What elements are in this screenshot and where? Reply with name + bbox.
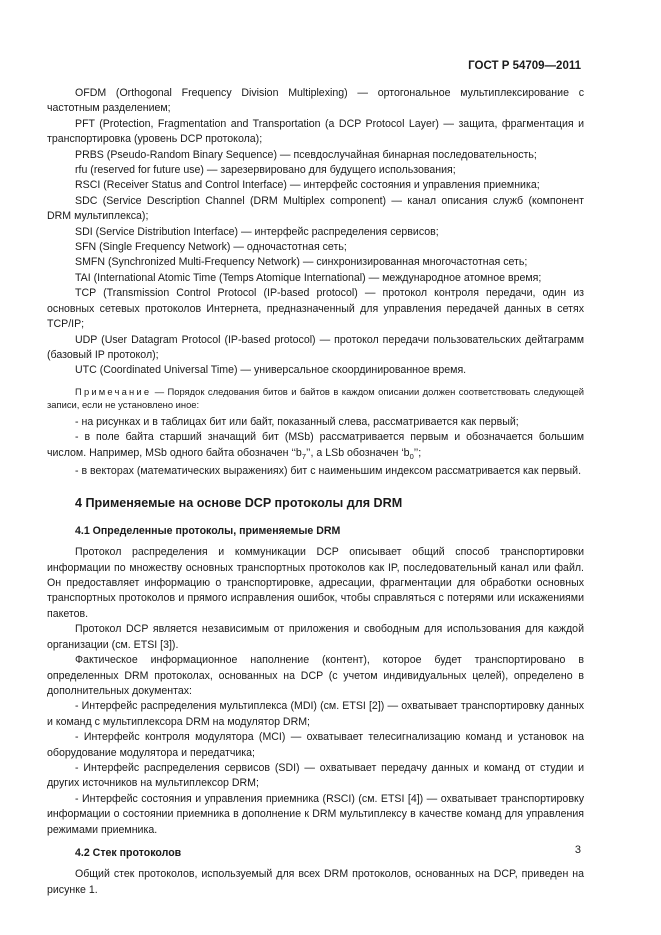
abbrev-utc: UTC (Coordinated Universal Time) — универсальное скоординированное время.: [75, 364, 467, 377]
note-item-2: [47, 430, 584, 464]
abbrev-sdc: SDC (Service Description Channel (DRM Multiplex component) — канал описания служб (компонент DRM мультиплекса);: [47, 194, 584, 223]
abbrev-sfn: SFN (Single Frequency Network) — одночастотная сеть;: [75, 241, 347, 254]
note-label: Примечание: [75, 385, 152, 397]
sec41-list-item-sdi: - Интерфейс распределения сервисов (SDI) — охватывает передачу данных и команд от студии и других источников на мультиплексор DRM;: [47, 761, 584, 790]
document-id-header: ГОСТ Р 54709—2011: [468, 60, 581, 72]
abbrev-smfn: SMFN (Synchronized Multi-Frequency Network) — синхронизированная многочастотная сеть;: [75, 256, 528, 269]
sec41-paragraph: Протокол распределения и коммуникации DCP описывает общий способ транспортировки информации по множеству основных транспортных протоколов как IP, последовательный канал или файл. Он предоставляет информацию о транспортировке, адресации, фрагментации для обработки основных транспортных протоколов и прямого исправления ошибок, чтобы справляться с потерями или искажениями пакетов.: [47, 546, 584, 620]
note-paragraph: [47, 385, 584, 411]
abbrev-sdi: SDI (Service Distribution Interface) — интерфейс распределения сервисов;: [75, 225, 439, 238]
abbrev-rsci: RSCI (Receiver Status and Control Interface) — интерфейс состояния и управления приемника;: [75, 179, 540, 192]
note-item-2-text-b: ’’, а LSb обозначен ‘b: [306, 446, 410, 459]
subsection-4-1-title: 4.1 Определенные протоколы, применяемые DRM: [75, 524, 341, 537]
note-text: — Порядок следования битов и байтов в каждом описании должен соответствовать следующей записи, если не установлено иное:: [47, 385, 584, 410]
abbrev-udp: UDP (User Datagram Protocol (IP-based protocol) — протокол передачи пользовательских дейтаграмм (базовый IP протокол);: [47, 333, 584, 361]
sec41-list-item-mci: - Интерфейс контроля модулятора (MCI) — охватывает телесигнализацию команд и установок на оборудование модулятора и передатчика;: [47, 731, 584, 759]
note-item-2-text-a: - в поле байта старший значащий бит (MSb) рассматривается первым и обозначается большим числом. Например, MSb одного байта обозначен ‘‘b: [47, 431, 584, 459]
abbrev-pft: PFT (Protection, Fragmentation and Transportation (a DCP Protocol Layer) — защита, фрагментация и транспортировка (уровень DCP протокола);: [47, 117, 584, 146]
note-item-2-text-c: ’’;: [413, 446, 422, 459]
page-number: 3: [574, 844, 581, 856]
abbrev-prbs: PRBS (Pseudo-Random Binary Sequence) — псевдослучайная бинарная последовательность;: [75, 148, 537, 161]
sec41-paragraph: Протокол DCP является независимым от приложения и свободным для использования для каждой организации (см. ETSI [3]).: [47, 623, 584, 651]
sec41-paragraph: Фактическое информационное наполнение (контент), которое будет транспортировано в определенных DRM протоколах, основанных на DCP (с учетом индивидуальных целей), определено в дополнительных документах:: [47, 654, 584, 697]
section-4-title: 4 Применяемые на основе DCP протоколы для DRM: [75, 496, 403, 511]
sec42-paragraph: Общий стек протоколов, используемый для всех DRM протоколов, основанных на DCP, приведен на рисунке 1.: [47, 868, 584, 896]
subsection-4-2-title: 4.2 Стек протоколов: [75, 846, 182, 859]
abbrev-tcp: TCP (Transmission Control Protocol (IP-based protocol) — протокол контроля передачи, один из основных сетевых протоколов Интернета, предназначенный для управления передачей данных в сетях TCP/IP;: [47, 287, 584, 331]
abbrev-ofdm: OFDM (Orthogonal Frequency Division Multiplexing) — ортогональное мультиплексирование с частотным разделением;: [47, 87, 584, 115]
sec41-list-item-rsci: - Интерфейс состояния и управления приемника (RSCI) (см. ETSI [4]) — охватывает транспортировку информации о состоянии приемника в дополнение к DRM мультиплексу в качестве команд для управления режимами приемника.: [47, 792, 584, 836]
abbrev-tai: TAI (International Atomic Time (Temps Atomique International) — международное атомное время;: [75, 271, 542, 284]
note-item-1: - на рисунках и в таблицах бит или байт, показанный слева, рассматривается как первый;: [75, 415, 519, 428]
subscript-msb: 7: [301, 451, 306, 461]
note-item-3: - в векторах (математических выражениях) бит с наименьшим индексом рассматривается как первый.: [75, 465, 582, 478]
subscript-lsb: 0: [409, 451, 414, 461]
abbrev-rfu: rfu (reserved for future use) — зарезервировано для будущего использования;: [75, 164, 456, 177]
page-content: [47, 86, 584, 898]
sec41-list-item-mdi: - Интерфейс распределения мультиплекса (MDI) (см. ETSI [2]) — охватывает транспортировку данных и команд с мультиплексора DRM на модулятор DRM;: [47, 700, 584, 728]
